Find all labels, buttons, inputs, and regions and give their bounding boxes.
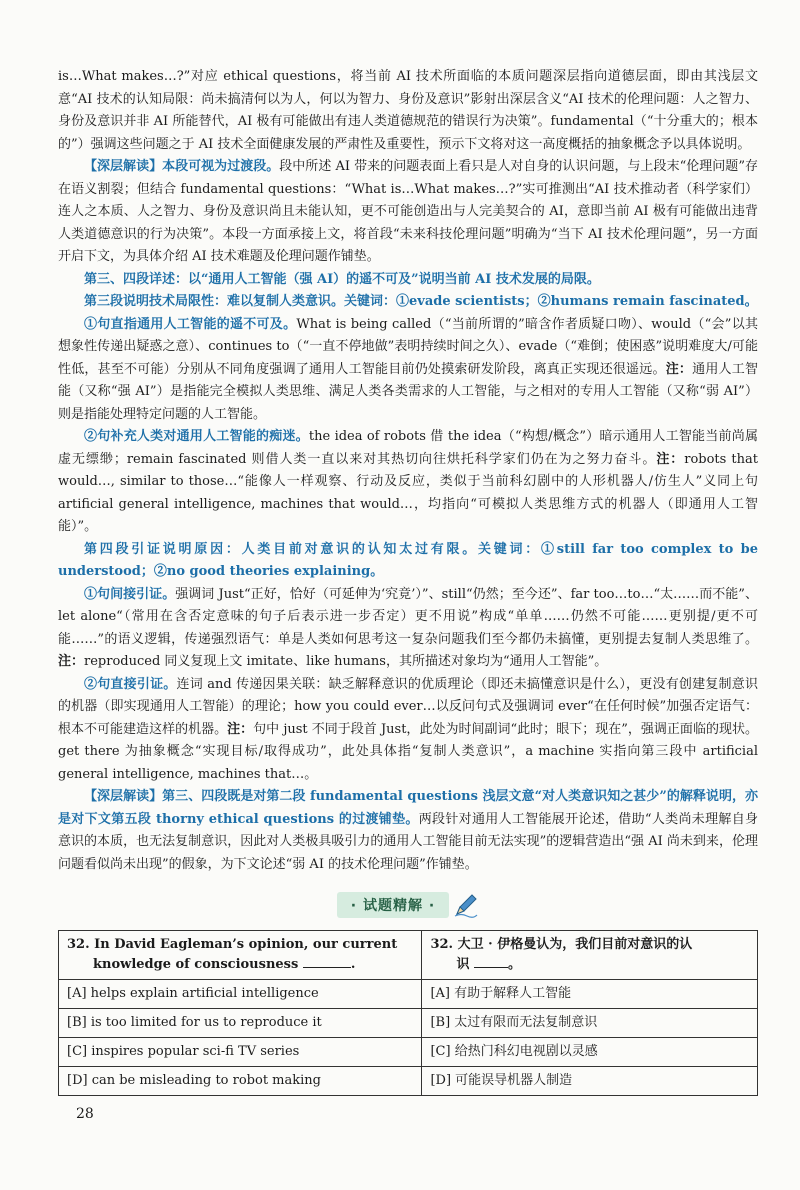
question-table <box>58 930 758 1096</box>
p4-2-note: 句中 just 不同于段首 Just，此处为时间副词“此时；眼下；现在”，强调正面临的现状。get there 为抽象概念“实现目标/取得成功”，此处具体指“复制人类意识”，a machine 实指向第三段中 artificial general intelligence, machines that…。 <box>58 721 758 782</box>
p3-2-note-label: 注： <box>656 451 685 467</box>
option-b-en: [B] is too limited for us to reproduce it <box>59 1009 422 1038</box>
p4-2-note-label: 注： <box>227 721 254 737</box>
deep-analysis-1-label: 【深层解读】本段可视为过渡段。 <box>84 159 280 174</box>
question-zh: 32. 大卫 · 伊格曼认为，我们目前对意识的认 识 。 <box>422 931 758 980</box>
heading-paragraph-3: 第三段说明技术局限性：难以复制人类意识。关键词：①evade scientists；②humans remain fascinated。 <box>84 294 758 309</box>
paragraph-4-sentence-1 <box>58 584 758 674</box>
option-c-zh: [C] 给热门科幻电视剧以灵感 <box>422 1038 758 1067</box>
p3-2-label: ②句补充人类对通用人工智能的痴迷。 <box>84 429 309 444</box>
p4-1-text: 强调词 Just“正好，恰好（可延伸为‘究竟’）”、still“仍然；至今还”、far too…to…“太……而不能”、let alone“（常用在含否定意味的句子后表示进一步否定）更不用说”构成“单单……仍然不可能……更别提/更不可能……”的语义逻辑，传递强烈语气：单是人类如何思考这一复杂问题我们至今都仍未搞懂，更别提去复制人类思维了。 <box>58 586 758 647</box>
paragraph-4-sentence-2 <box>58 674 758 787</box>
p3-1-label: ①句直指通用人工智能的遥不可及。 <box>84 316 297 332</box>
option-a-en: [A] helps explain artificial intelligence <box>59 980 422 1009</box>
paragraph-3-sentence-1 <box>58 314 758 427</box>
heading-paragraph-4: 第四段引证说明原因：人类目前对意识的认知太过有限。关键词：①still far too complex to be understood；②no good theories explaining。 <box>58 541 758 579</box>
p4-1-note: reproduced 同义复现上文 imitate、like humans，其所描述对象均为“通用人工智能”。 <box>84 654 608 669</box>
heading-paragraphs-3-4: 第三、四段详述：以“通用人工智能（强 AI）的遥不可及”说明当前 AI 技术发展的局限。 <box>84 271 600 287</box>
table-row <box>59 931 758 980</box>
table-row <box>59 1038 758 1067</box>
p3-1-note-label: 注： <box>665 361 693 377</box>
paragraph-3-sentence-2 <box>58 426 758 539</box>
deep-analysis-2-label: 【深层解读】第三、四段既是对第二段 fundamental questions 浅层文意“对人类意识知之甚少”的解释说明，亦是对下文第五段 thorny ethical questions 的过渡铺垫。 <box>58 789 758 827</box>
option-b-zh: [B] 太过有限而无法复制意识 <box>422 1009 758 1038</box>
question-en: 32. In David Eagleman’s opinion, our current knowledge of consciousness . <box>59 931 422 980</box>
table-row <box>59 1009 758 1038</box>
p4-1-note-label: 注： <box>58 654 85 669</box>
p4-1-label: ①句间接引证。 <box>84 586 176 602</box>
p3-2-note: robots that would…, similar to those…“能像人一样观察、行动及反应，类似于当前科幻剧中的人形机器人/仿生人”义同上句 artificial general intelligence, machines that would…，均指向“可模拟人类思维方式的机器人（即通用人工智能）”。 <box>58 451 758 534</box>
answer-blank <box>303 955 351 968</box>
deep-analysis-1 <box>58 156 758 269</box>
section-banner <box>58 888 758 922</box>
deep-analysis-2-text: 两段针对通用人工智能展开论述，借助“人类尚未理解自身意识的本质，也无法复制意识，因此对人类极具吸引力的通用人工智能目前无法实现”的逻辑营造出“强 AI 尚未到来，伦理问题看似尚未出现”的假象，为下文论述“弱 AI 的技术伦理问题”作铺垫。 <box>58 811 758 872</box>
p3-1-note: 通用人工智能（又称“强 AI”）是指能完全模拟人类思维、满足人类各类需求的人工智能，与之相对的专用人工智能（又称“弱 AI”）则是指能处理特定问题的人工智能。 <box>58 361 758 422</box>
question-zh-line-1: 32. 大卫 · 伊格曼认为，我们目前对意识的认 <box>430 937 693 952</box>
pen-icon <box>453 892 479 918</box>
option-c-en: [C] inspires popular sci-fi TV series <box>59 1038 422 1067</box>
p4-2-label: ②句直接引证。 <box>84 676 177 692</box>
option-d-zh: [D] 可能误导机器人制造 <box>422 1067 758 1096</box>
table-row <box>59 1067 758 1096</box>
deep-analysis-2 <box>58 786 758 876</box>
paragraph-intro: is…What makes…?”对应 ethical questions，将当前 AI 技术所面临的本质问题深层指向道德层面，即由其浅层文意“AI 技术的认知局限：尚未搞清何以为人，何以为智力、身份及意识”影射出深层含义“AI 技术的伦理问题：人之智力、身份及意识并非 AI 所能替代，AI 极有可能做出有违人类道德规范的错误行为决策”。fundamental（“十分重大的；根本的”）强调这些问题之于 AI 技术全面健康发展的严肃性及重要性，预示下文将对这一高度概括的抽象概念予以具体说明。 <box>58 69 758 152</box>
option-d-en: [D] can be misleading to robot making <box>59 1067 422 1096</box>
question-en-line-2: knowledge of consciousness <box>93 957 299 972</box>
question-zh-line-2: 识 <box>456 957 470 972</box>
p4-2-text: 连词 and 传递因果关联：缺乏解释意识的优质理论（即还未搞懂意识是什么），更没有创建复制意识的机器（即实现通用人工智能）的理论；how you could ever…以反问句式及强调词 ever“在任何时候”加强否定语气：根本不可能建造这样的机器。 <box>58 676 758 737</box>
p3-2-text: the idea of robots 借 the idea（“构想/概念”）暗示通用人工智能当前尚属虚无缥缈；remain fascinated 则借人类一直以来对其热切向往烘托科学家们仍在为之努力奋斗。 <box>58 429 758 467</box>
banner-title: · 试题精解 · <box>337 892 449 918</box>
document-body <box>58 66 758 1096</box>
option-a-zh: [A] 有助于解释人工智能 <box>422 980 758 1009</box>
table-row <box>59 980 758 1009</box>
answer-blank-zh <box>474 955 508 968</box>
page-number: 28 <box>76 1106 94 1122</box>
question-en-line-1: 32. In David Eagleman’s opinion, our current <box>67 937 398 952</box>
p3-1-text: What is being called（“当前所谓的”暗含作者质疑口吻）、would（“会”以其想象性传递出疑惑之意）、continues to（“一直不停地做”表明持续时间之久）、evade（“难倒；使困惑”说明难度大/可能性低，甚至不可能）分别从不同角度强调了通用人工智能目前仍处摸索研发阶段，离真正实现还很遥远。 <box>58 316 758 377</box>
deep-analysis-1-text: 段中所述 AI 带来的问题表面上看只是人对自身的认识问题，与上段末“伦理问题”存在语义割裂；但结合 fundamental questions：“What is…What makes…?”实可推测出“AI 技术推动者（科学家们）连人之本质、人之智力、身份及意识尚且未能认知，更不可能创造出与人完美契合的 AI，意即当前 AI 极有可能做出违背人类道德意识的行为决策”。本段一方面承接上文，将首段“未来科技伦理问题”明确为“当下 AI 技术伦理问题”，另一方面开启下文，为具体介绍 AI 技术难题及伦理问题作铺垫。 <box>58 159 758 264</box>
